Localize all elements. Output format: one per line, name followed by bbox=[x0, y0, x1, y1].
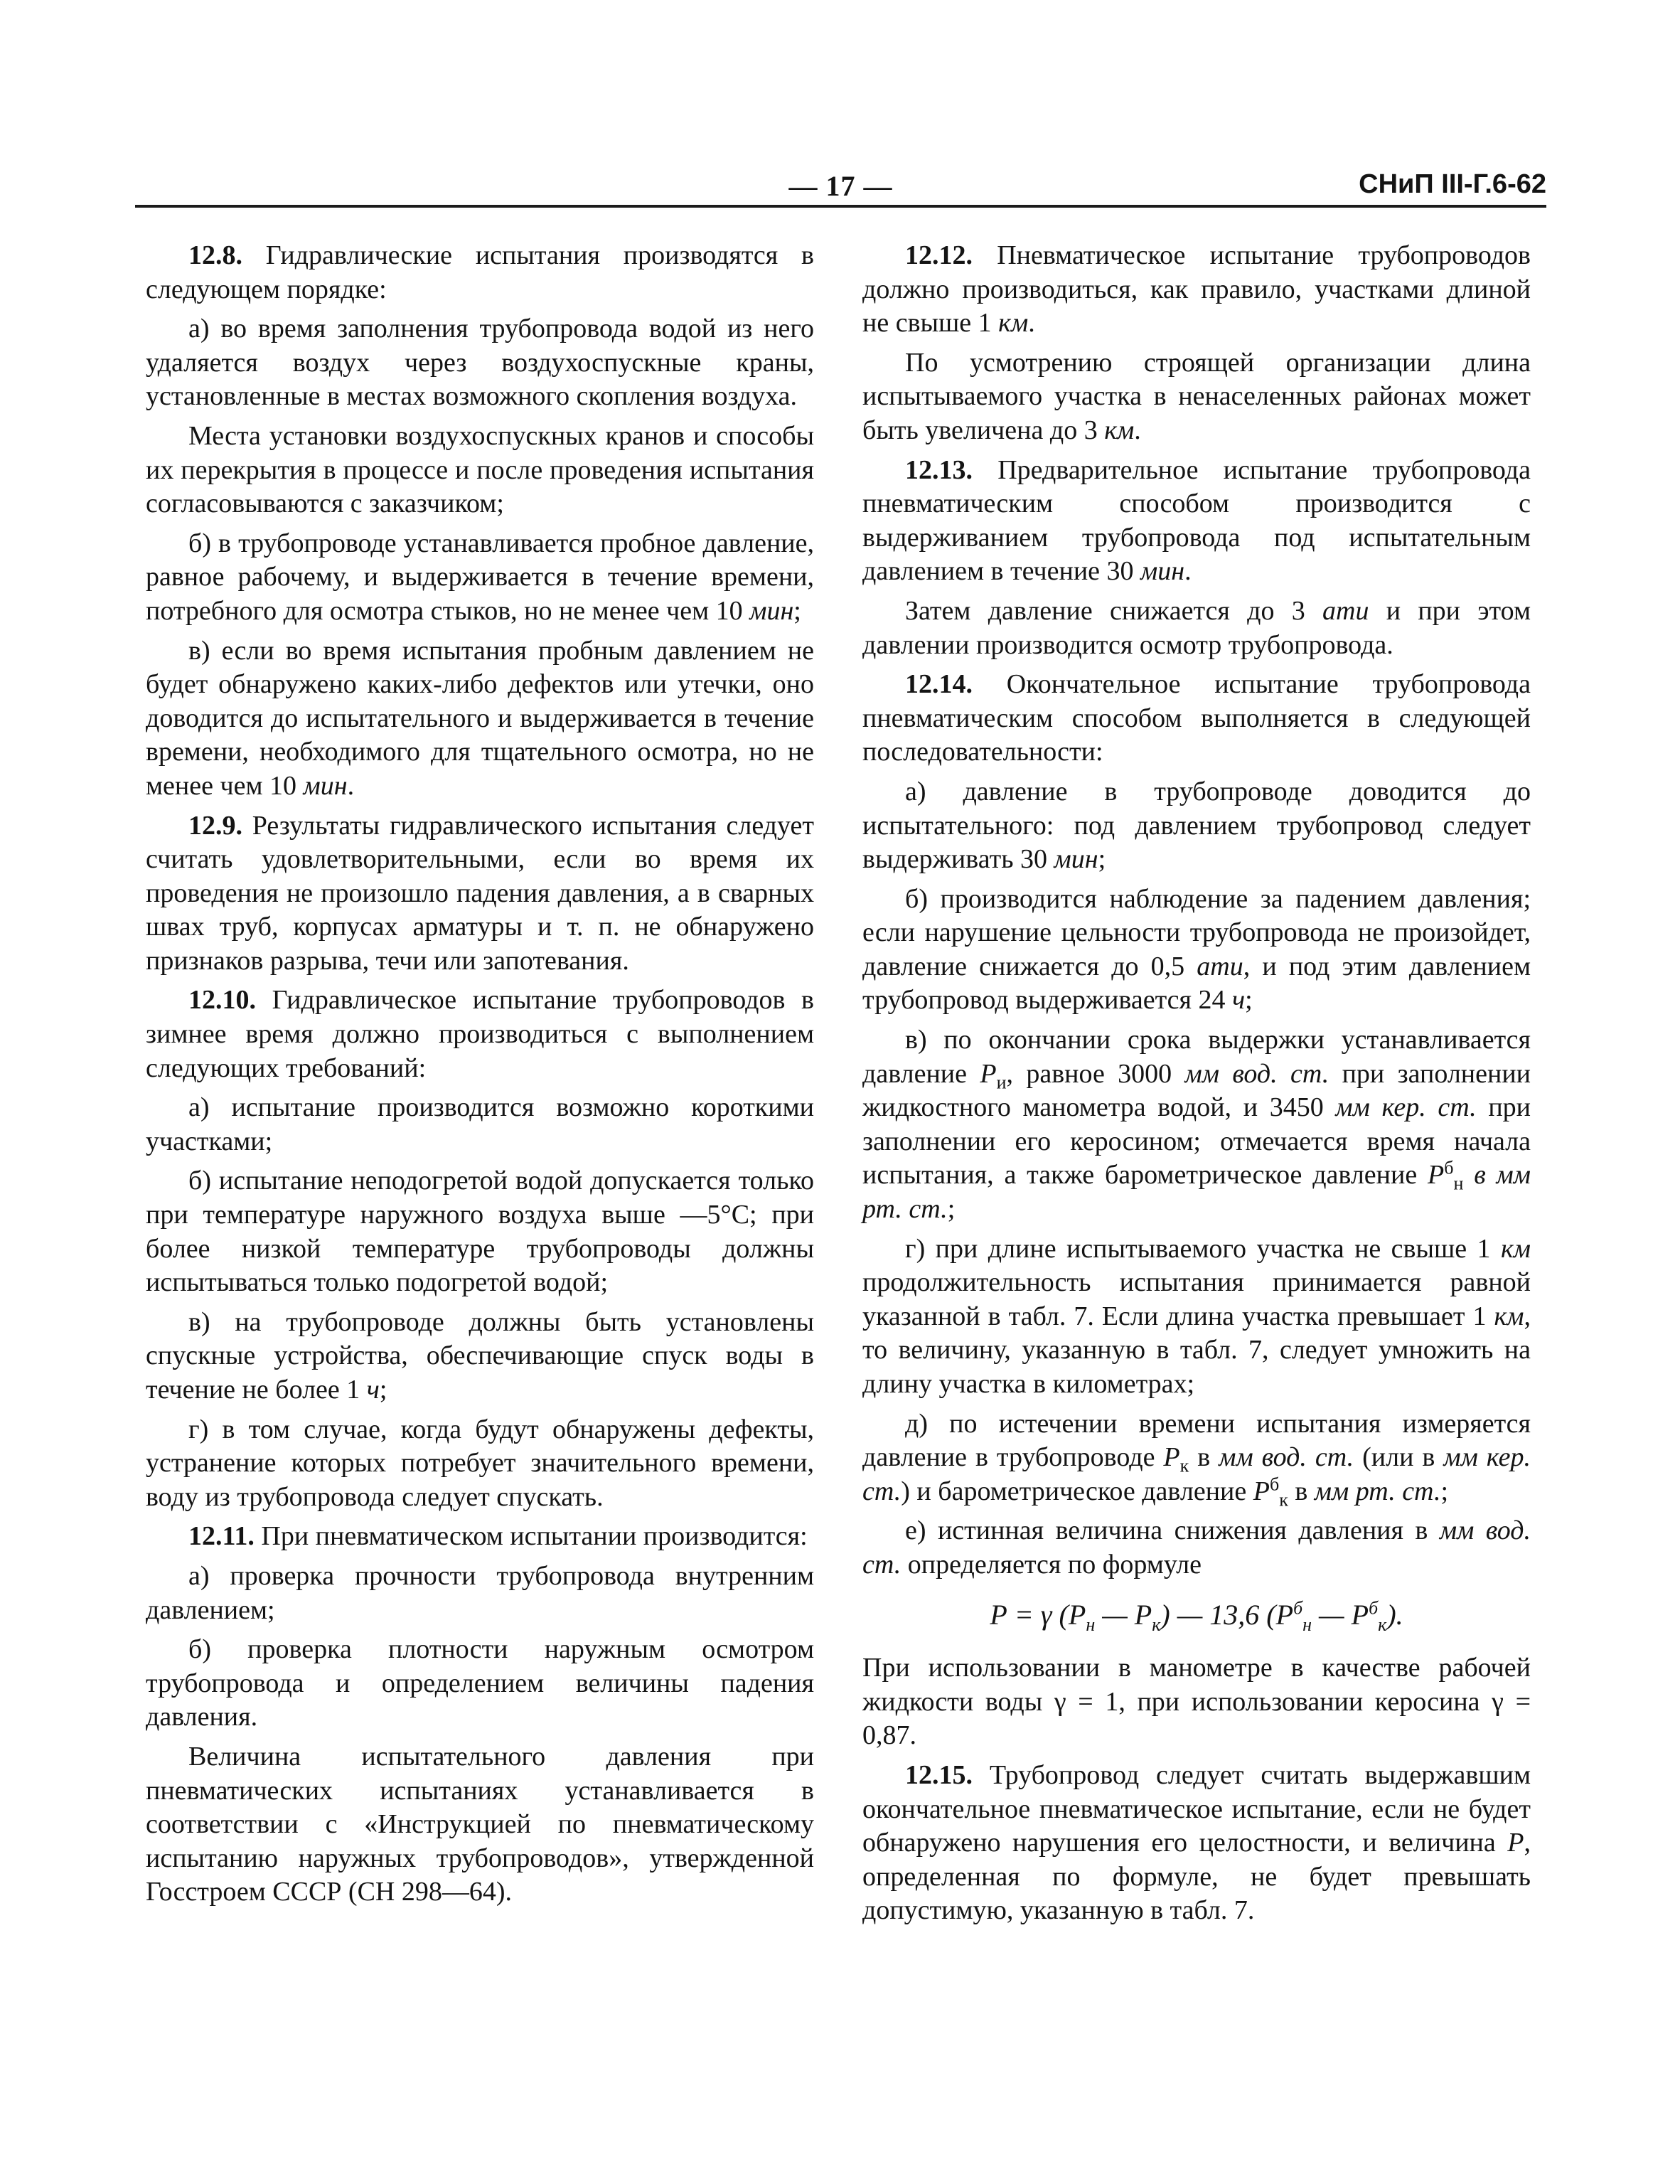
paragraph-text: Предварительное испытание трубопровода пневматическим способом производится с выдерживанием трубопровода под испытательным давлением в течение 30 мин. bbox=[862, 454, 1531, 587]
clause-number: 12.9. bbox=[188, 810, 242, 841]
clause-number: 12.13. bbox=[905, 454, 973, 485]
paragraph bbox=[862, 883, 1531, 1018]
formula bbox=[862, 1597, 1531, 1635]
paragraph-text: б) производится наблюдение за падением давления; если нарушение цельности трубопровода не произойдет, давление снижается до 0,5 ати, и под этим давлением трубопровод выдерживается 24 ч; bbox=[862, 883, 1531, 1016]
paragraph-text: Места установки воздухоспускных кранов и способы их перекрытия в процессе и после проведения испытания согласовываются с заказчиком; bbox=[146, 420, 814, 519]
paragraph-text: Гидравлические испытания производятся в следующем порядке: bbox=[146, 240, 815, 304]
clause-number: 12.14. bbox=[905, 669, 973, 700]
paragraph-text: а) проверка прочности трубопровода внутренним давлением; bbox=[146, 1560, 814, 1625]
paragraph-text: Величина испытательного давления при пневматических испытаниях устанавливается в соответствии с «Инструкцией по пневматическому испытанию наружных трубопроводов», утвержденной Госстроем СССР (СН 298—64). bbox=[146, 1741, 814, 1907]
header-rule bbox=[135, 205, 1546, 208]
paragraph bbox=[862, 668, 1531, 769]
paragraph-text: б) проверка плотности наружным осмотром трубопровода и определением величины падения давления. bbox=[146, 1634, 814, 1732]
paragraph bbox=[146, 527, 814, 629]
clause-number: 12.10. bbox=[188, 985, 256, 1016]
paragraph bbox=[862, 346, 1531, 448]
paragraph bbox=[146, 984, 814, 1085]
paragraph bbox=[862, 454, 1531, 589]
paragraph bbox=[146, 1306, 814, 1407]
paragraph-text: Трубопровод следует считать выдержавшим окончательное пневматическое испытание, если не будет обнаружено нарушения его целостности, и величина Р, определенная по формуле, не будет превышать допустимую, указанную в табл. 7. bbox=[862, 1759, 1531, 1926]
paragraph-text: в) по окончании срока выдержки устанавливается давление $Р_и$, равное 3000 мм вод. ст. при заполнении жидкостного манометра водой, и 3450 мм кер. ст. при заполнении его керосином; отмечается время начала испытания, а также барометрическое давление $Р^б_н$ в мм рт. ст.; bbox=[862, 1025, 1531, 1225]
page-header bbox=[135, 169, 1546, 205]
clause-number: 12.11. bbox=[188, 1521, 255, 1552]
paragraph bbox=[146, 312, 814, 414]
paragraph-text: Затем давление снижается до 3 ати и при этом давлении производится осмотр трубопровода. bbox=[862, 595, 1531, 660]
paragraph bbox=[862, 239, 1531, 341]
paragraph bbox=[146, 1520, 814, 1554]
paragraph-text: а) испытание производится возможно короткими участками; bbox=[146, 1092, 814, 1156]
document-code: СНиП III-Г.6-62 bbox=[1359, 169, 1546, 199]
paragraph-text: Окончательное испытание трубопровода пневматическим способом выполняется в следующей последовательности: bbox=[862, 669, 1531, 767]
paragraph bbox=[146, 420, 814, 521]
paragraph-text: г) в том случае, когда будут обнаружены дефекты, устранение которых потребует значительного времени, воду из трубопровода следует спускать. bbox=[146, 1414, 814, 1512]
paragraph-text: а) во время заполнения трубопровода водой из него удаляется воздух через воздухоспускные краны, установленные в местах возможного скопления воздуха. bbox=[146, 314, 814, 412]
paragraph-text: Пневматическое испытание трубопроводов должно производиться, как правило, участками длиной не свыше 1 км. bbox=[862, 240, 1531, 339]
paragraph-text: При использовании в манометре в качестве рабочей жидкости воды γ = 1, при использовании керосина γ = 0,87. bbox=[862, 1653, 1531, 1751]
paragraph bbox=[146, 809, 814, 979]
paragraph-text: По усмотрению строящей организации длина испытываемого участка в ненаселенных районах может быть увеличена до 3 км. bbox=[862, 347, 1531, 445]
paragraph bbox=[146, 1560, 814, 1627]
paragraph-text: Гидравлическое испытание трубопроводов в зимнее время должно производиться с выполнением следующих требований: bbox=[146, 985, 815, 1083]
paragraph bbox=[146, 1091, 814, 1158]
paragraph-text: Р = γ ($Р_н$ — $Р_к$) — 13,6 ($Р^б_н$ — $Р^б_к$). bbox=[990, 1597, 1403, 1635]
paragraph bbox=[862, 1232, 1531, 1402]
paragraph bbox=[146, 634, 814, 804]
paragraph-text: в) на трубопроводе должны быть установлены спускные устройства, обеспечивающие спуск воды в течение не более 1 ч; bbox=[146, 1306, 814, 1405]
paragraph-text: в) если во время испытания пробным давлением не будет обнаружено каких-либо дефектов или утечки, оно доводится до испытательного и выдерживается в течение времени, необходимого для тщательного осмотра, но не менее чем 10 мин. bbox=[146, 635, 814, 801]
paragraph-text: б) испытание неподогретой водой допускается только при температуре наружного воздуха выше —5°С; при более низкой температуре трубопроводы должны испытываться только подогретой водой; bbox=[146, 1166, 814, 1298]
paragraph bbox=[146, 1164, 814, 1299]
paragraph-text: б) в трубопроводе устанавливается пробное давление, равное рабочему, и выдерживается в течение времени, потребного для осмотра стыков, но не менее чем 10 мин; bbox=[146, 528, 814, 626]
right-column bbox=[862, 239, 1531, 1934]
paragraph-text: При пневматическом испытании производится: bbox=[261, 1521, 808, 1552]
paragraph bbox=[146, 1413, 814, 1515]
paragraph-text: е) истинная величина снижения давления в мм вод. ст. определяется по формуле bbox=[862, 1516, 1531, 1580]
paragraph bbox=[862, 1023, 1531, 1227]
clause-number: 12.15. bbox=[905, 1759, 973, 1790]
paragraph bbox=[146, 1740, 814, 1909]
paragraph-text: а) давление в трубопроводе доводится до испытательного: под давлением трубопровод следует выдерживать 30 мин; bbox=[862, 776, 1531, 875]
paragraph bbox=[862, 1407, 1531, 1509]
paragraph bbox=[146, 1633, 814, 1735]
paragraph bbox=[862, 1759, 1531, 1928]
paragraph-text: г) при длине испытываемого участка не свыше 1 км продолжительность испытания принимается равной указанной в табл. 7. Если длина участка превышает 1 км, то величину, указанную в табл. 7, следует умножить на длину участка в километрах; bbox=[862, 1233, 1531, 1399]
page-number: — 17 — bbox=[788, 170, 893, 202]
paragraph bbox=[862, 1651, 1531, 1753]
paragraph bbox=[862, 1514, 1531, 1582]
paragraph bbox=[146, 239, 814, 307]
paragraph bbox=[862, 595, 1531, 662]
paragraph-text: д) по истечении времени испытания измеряется давление в трубопроводе $Р_к$ в мм вод. ст. (или в мм кер. ст.) и барометрическое давление $Р^б_к$ в мм рт. ст.; bbox=[862, 1408, 1531, 1511]
clause-number: 12.8. bbox=[188, 240, 242, 270]
paragraph bbox=[862, 775, 1531, 877]
clause-number: 12.12. bbox=[905, 240, 973, 270]
left-column bbox=[146, 239, 814, 1915]
paragraph-text: Результаты гидравлического испытания следует считать удовлетворительными, если во время их проведения не произошло падения давления, а в сварных швах труб, корпусах арматуры и т. п. не обнаружено признаков разрыва, течи или запотевания. bbox=[146, 810, 814, 976]
